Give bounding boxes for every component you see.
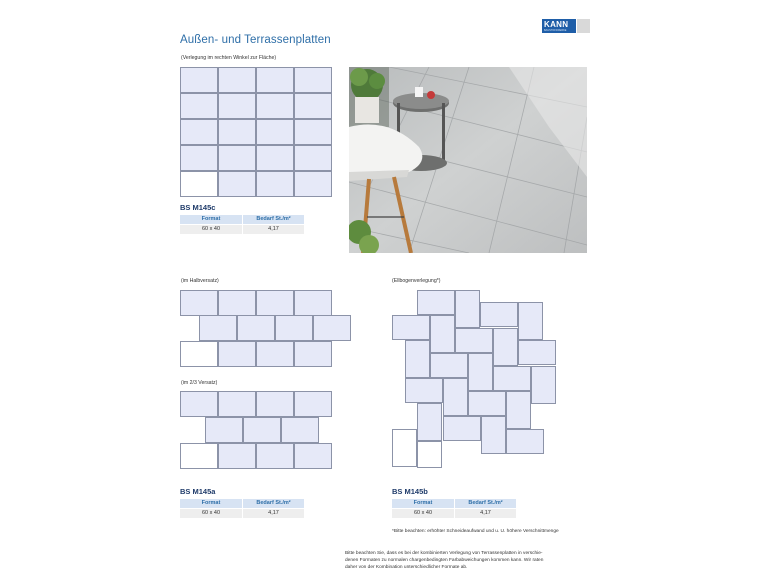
table-cell-bedarf: 4,17 <box>243 509 304 518</box>
terrace-photo <box>349 67 587 253</box>
paving-tile <box>417 290 455 315</box>
paving-tile <box>481 416 506 454</box>
paving-tile <box>180 391 218 417</box>
paving-tile <box>294 391 332 417</box>
paving-tile <box>313 315 351 341</box>
paving-tile <box>218 341 256 367</box>
paving-tile <box>493 328 518 366</box>
table-cell-format: 60 x 40 <box>180 509 242 518</box>
paving-tile <box>256 341 294 367</box>
paving-tile <box>218 67 256 93</box>
paving-tile <box>392 315 430 340</box>
combination-notice <box>345 550 595 571</box>
paving-tile <box>443 416 481 441</box>
paving-tile <box>180 67 218 93</box>
paving-tile <box>455 328 493 353</box>
paving-tile <box>256 290 294 316</box>
paving-tile <box>294 119 332 145</box>
paving-tile <box>256 93 294 119</box>
product-code-m145c: BS M145c <box>180 203 216 212</box>
table-m145c <box>180 215 304 235</box>
paving-tile <box>294 290 332 316</box>
top-caption: (Verlegung im rechten Winkel zur Fläche) <box>181 55 277 61</box>
blank-tile <box>392 429 417 467</box>
logo-text: KANN <box>544 20 569 29</box>
notice-line-1: Bitte beachten Sie, dass es bei der kombinierten Verlegung von Terrassenplatten in verschie- <box>345 551 543 556</box>
paving-tile <box>275 315 313 341</box>
paving-tile <box>405 378 443 403</box>
table-header-format: Format <box>392 499 454 508</box>
paving-tile <box>218 290 256 316</box>
paving-tile <box>405 340 430 378</box>
paving-tile <box>218 443 256 469</box>
table-header-bedarf: Bedarf St./m² <box>243 499 304 508</box>
herringbone-footnote: *Bitte beachten: erhöhter Schneideaufwand und u. U. höhere Verschnittmenge <box>392 529 559 534</box>
paving-tile <box>493 366 531 391</box>
paving-tile <box>294 67 332 93</box>
paving-tile <box>455 290 480 328</box>
stacked-layout-diagram <box>180 67 332 197</box>
paving-tile <box>294 93 332 119</box>
paving-tile <box>294 341 332 367</box>
blank-tile <box>417 441 442 468</box>
paving-tile <box>218 145 256 171</box>
table-cell-format: 60 x 40 <box>180 225 242 234</box>
paving-tile <box>294 171 332 197</box>
paving-tile <box>468 391 506 416</box>
table-header-format: Format <box>180 499 242 508</box>
product-code-m145a: BS M145a <box>180 487 216 496</box>
paving-tile <box>531 366 556 404</box>
paving-tile <box>281 417 319 443</box>
half-offset-layout-diagram <box>180 290 350 367</box>
paving-tile <box>417 403 442 441</box>
paving-tile <box>205 417 243 443</box>
paving-tile <box>506 429 544 454</box>
table-m145b <box>392 499 516 519</box>
herringbone-layout-diagram <box>392 290 555 468</box>
paving-tile <box>518 340 556 365</box>
herringbone-caption: (Ellbogenverlegung*) <box>392 278 441 284</box>
paving-tile <box>256 171 294 197</box>
table-cell-bedarf: 4,17 <box>243 225 304 234</box>
blank-tile <box>180 341 218 367</box>
paving-tile <box>256 391 294 417</box>
paving-tile <box>430 315 455 353</box>
table-header-bedarf: Bedarf St./m² <box>243 215 304 224</box>
table-m145a <box>180 499 304 519</box>
paving-tile <box>256 145 294 171</box>
terrace-photo-illustration <box>349 67 587 253</box>
product-code-m145b: BS M145b <box>392 487 428 496</box>
paving-tile <box>180 119 218 145</box>
paving-tile <box>468 353 493 391</box>
page-title: Außen- und Terrassenplatten <box>180 34 331 46</box>
table-header-format: Format <box>180 215 242 224</box>
paving-tile <box>218 93 256 119</box>
paving-tile <box>180 290 218 316</box>
paving-tile <box>180 145 218 171</box>
paving-tile <box>256 443 294 469</box>
kann-logo <box>542 19 590 33</box>
paving-tile <box>480 302 518 327</box>
table-cell-format: 60 x 40 <box>392 509 454 518</box>
paving-tile <box>218 391 256 417</box>
paving-tile <box>430 353 468 378</box>
paving-tile <box>218 119 256 145</box>
paving-tile <box>218 171 256 197</box>
notice-line-2: denen Formaten zu normalen chargenbedingten Farbabweichungen kommen kann. Wir raten <box>345 558 544 563</box>
blank-tile <box>180 171 218 197</box>
notice-line-3: daher von der Kombination unterschiedlicher Formate ab. <box>345 565 468 570</box>
paving-tile <box>243 417 281 443</box>
paving-tile <box>256 67 294 93</box>
third-offset-caption: (im 2/3 Versatz) <box>181 380 218 386</box>
two-thirds-offset-layout-diagram <box>180 391 332 469</box>
paving-tile <box>518 302 543 340</box>
paving-tile <box>180 93 218 119</box>
paving-tile <box>506 391 531 429</box>
logo-subtext: BAUSTOFFWERKE <box>544 29 567 32</box>
paving-tile <box>237 315 275 341</box>
table-cell-bedarf: 4,17 <box>455 509 516 518</box>
paving-tile <box>256 119 294 145</box>
blank-tile <box>180 443 218 469</box>
paving-tile <box>294 443 332 469</box>
paving-tile <box>443 378 468 416</box>
half-offset-caption: (im Halbversatz) <box>181 278 219 284</box>
paving-tile <box>199 315 237 341</box>
table-header-bedarf: Bedarf St./m² <box>455 499 516 508</box>
logo-gray-block <box>577 19 590 33</box>
paving-tile <box>294 145 332 171</box>
